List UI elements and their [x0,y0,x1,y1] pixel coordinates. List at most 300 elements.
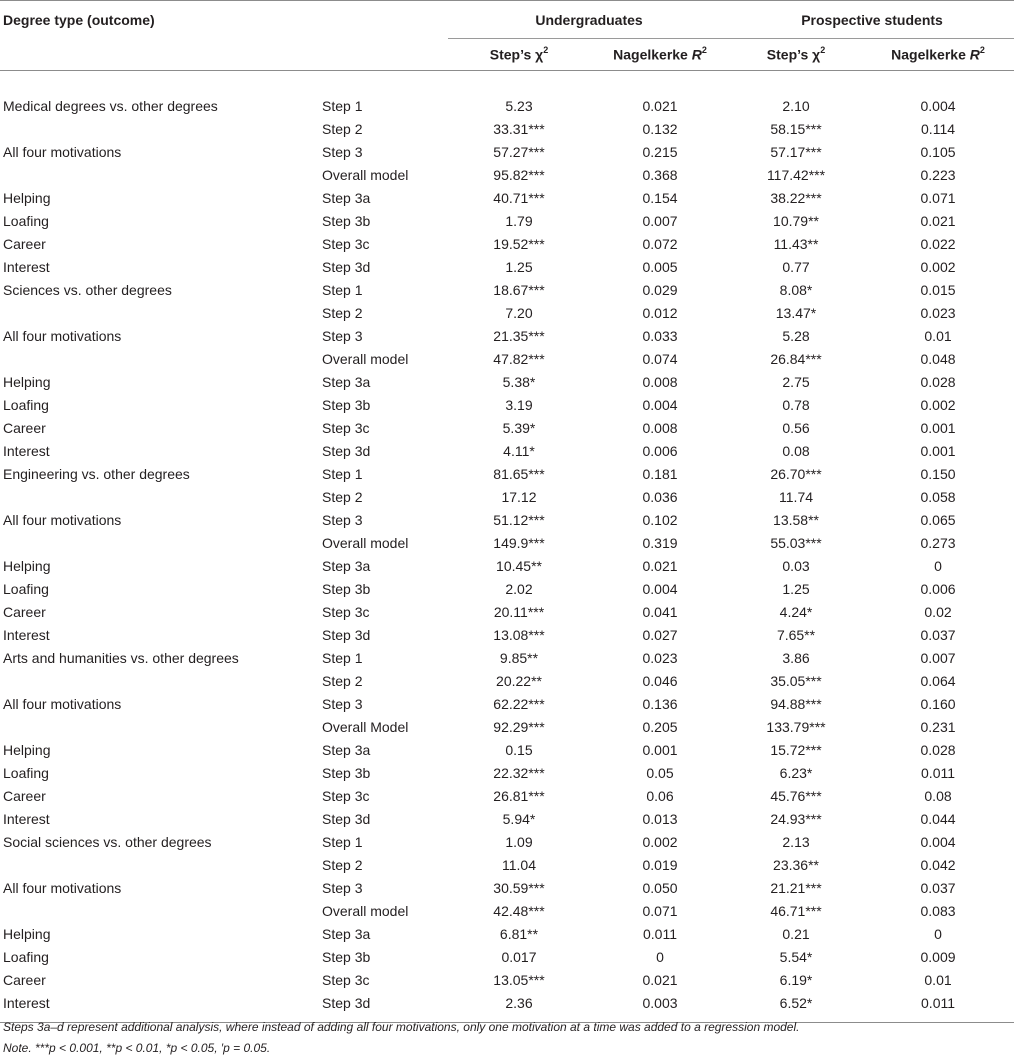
undergraduates-label: Undergraduates [535,11,643,28]
ug-chi-cell: 17.12 [501,488,537,505]
outcome-cell: All four motivations [3,327,122,344]
table-row [0,577,1014,600]
table-header [0,1,1014,71]
ug-r2-cell: 0.019 [642,856,678,873]
ug-chi-cell: 13.05*** [493,971,545,988]
outcome-cell: Sciences vs. other degrees [3,281,172,298]
step-cell: Overall model [322,534,409,551]
ps-chi-cell: 11.74 [779,488,814,505]
ug-chi-cell: 6.81** [499,925,539,942]
ps-chi-cell: 2.10 [782,97,810,114]
outcome-cell: Medical degrees vs. other degrees [3,97,218,114]
ps-r2-italic: R [969,46,980,63]
ps-r2-cell: 0.004 [920,833,956,850]
ps-chi-cell: 133.79*** [766,718,826,735]
ps-r2-cell: 0.160 [920,695,956,712]
header-row-groups [0,1,1014,39]
ps-chi-cell: 46.71*** [770,902,822,919]
table-row [0,715,1014,738]
ps-r2-cell: 0.064 [920,672,956,689]
step-cell: Step 3 [322,143,363,160]
step-cell: Step 1 [322,833,363,850]
outcome-cell: Interest [3,258,50,275]
step-cell: Step 3c [322,787,370,804]
ug-chi-cell: 7.20 [505,304,533,321]
step-cell: Step 2 [322,488,363,505]
ps-r2-cell: 0.08 [924,787,952,804]
table-row [0,761,1014,784]
ug-chi-cell: 30.59*** [493,879,545,896]
ug-chi-cell: 22.32*** [493,764,545,781]
ug-r2-italic: R [691,46,702,63]
ps-r2-cell: 0.048 [920,350,956,367]
ug-r2-cell: 0.027 [642,626,678,643]
ps-r2-cell: 0.002 [920,258,956,275]
ps-chi-cell: 2.75 [782,373,810,390]
step-cell: Step 3 [322,879,363,896]
header-group-undergraduates [448,1,730,39]
ug-r2-cell: 0.102 [642,511,678,528]
ps-r2-cell: 0.011 [921,764,956,781]
ug-r2-cell: 0.215 [642,143,678,160]
ug-chi-cell: 40.71*** [493,189,545,206]
ps-r2-cell: 0.083 [920,902,956,919]
ps-chi-cell: 21.21*** [770,879,822,896]
ug-chi-cell: 2.36 [505,994,533,1011]
outcome-cell: Loafing [3,396,49,413]
outcome-cell: Helping [3,557,51,574]
ps-chi-cell: 23.36** [773,856,819,873]
step-cell: Overall model [322,902,409,919]
outcome-cell [0,347,316,370]
header-ps-r2 [862,39,1014,71]
table-row [0,554,1014,577]
ug-chi-cell: 42.48*** [493,902,545,919]
table-top-spacer [0,71,1014,95]
ug-chi-cell: 3.19 [505,396,533,413]
ps-chi-cell: 6.23* [779,764,813,781]
header-ug-r2 [590,39,730,71]
ps-chi-cell: 13.58** [773,511,819,528]
outcome-cell: Loafing [3,212,49,229]
step-cell: Step 3d [322,994,371,1011]
ug-r2-text: Nagelkerke [613,46,692,63]
ug-chi-cell: 9.85** [499,649,539,666]
step-cell: Step 3c [322,235,370,252]
outcome-cell: Interest [3,994,50,1011]
outcome-cell: Arts and humanities vs. other degrees [3,649,239,666]
table-row [0,968,1014,991]
outcome-cell: Career [3,787,46,804]
header-blank-2 [316,39,448,71]
table-row [0,462,1014,485]
table-body [0,71,1014,1015]
step-cell: Step 3d [322,810,371,827]
ug-chi-cell: 13.08*** [493,626,545,643]
step-cell: Overall model [322,350,409,367]
ps-chi-cell: 26.70*** [770,465,822,482]
step-cell: Step 3 [322,695,363,712]
ps-chi-cell: 0.03 [782,557,810,574]
ps-r2-cell: 0.223 [920,166,956,183]
header-outcome-label: Degree type (outcome) [3,11,155,28]
outcome-cell [0,853,316,876]
ps-chi-cell: 0.21 [782,925,810,942]
outcome-cell [0,117,316,140]
ps-r2-cell: 0 [934,557,942,574]
table-row [0,393,1014,416]
ps-r2-cell: 0.001 [920,419,956,436]
step-cell: Step 3b [322,764,371,781]
ps-chi-cell: 57.17*** [770,143,822,160]
ug-chi-cell: 19.52*** [493,235,545,252]
ps-chi-cell: 55.03*** [770,534,822,551]
ug-r2-cell: 0.072 [642,235,678,252]
ug-r2-cell: 0.132 [642,120,678,137]
step-cell: Step 1 [322,97,363,114]
step-cell: Step 3a [322,189,371,206]
step-cell: Step 3d [322,258,371,275]
ps-r2-cell: 0.071 [920,189,956,206]
ug-r2-cell: 0.036 [642,488,678,505]
table-row [0,991,1014,1014]
step-cell: Step 3a [322,925,371,942]
outcome-cell: Helping [3,741,51,758]
ug-r2-cell: 0.002 [642,833,678,850]
prospective-label: Prospective students [801,11,943,28]
table-row [0,117,1014,140]
ps-r2-cell: 0.037 [920,879,956,896]
ps-r2-cell: 0.037 [920,626,956,643]
table-row [0,784,1014,807]
step-cell: Step 3b [322,212,371,229]
ps-r2-cell: 0.015 [920,281,956,298]
outcome-cell: Helping [3,189,51,206]
ps-chi-cell: 3.86 [782,649,810,666]
step-cell: Step 2 [322,672,363,689]
ps-chi-cell: 0.56 [782,419,810,436]
table-row [0,531,1014,554]
outcome-cell: Loafing [3,764,49,781]
ps-r2-cell: 0.023 [920,304,956,321]
ps-chi-cell: 4.24* [779,603,813,620]
ps-r2-cell: 0.105 [920,143,956,160]
outcome-cell [0,899,316,922]
ug-r2-cell: 0.368 [642,166,678,183]
outcome-cell: Engineering vs. other degrees [3,465,190,482]
ug-chi-cell: 81.65*** [493,465,545,482]
ug-r2-cell: 0.033 [642,327,678,344]
ps-r2-cell: 0.044 [920,810,956,827]
step-cell: Step 3d [322,626,371,643]
table-row [0,232,1014,255]
ps-chi-cell: 94.88*** [770,695,822,712]
table-row [0,876,1014,899]
ug-r2-cell: 0.003 [642,994,678,1011]
ps-chi-cell: 10.79** [773,212,819,229]
ps-r2-cell: 0.065 [920,511,956,528]
outcome-cell: Loafing [3,948,49,965]
ug-chi-cell: 20.22** [496,672,542,689]
outcome-cell: All four motivations [3,879,122,896]
table-row [0,209,1014,232]
table-row [0,370,1014,393]
ps-r2-cell: 0.009 [920,948,956,965]
ps-r2-cell: 0.021 [920,212,956,229]
ps-r2-text: Nagelkerke [891,46,970,63]
ps-chi-cell: 117.42*** [766,166,826,183]
ps-r2-cell: 0.002 [920,396,956,413]
ug-r2-cell: 0.074 [642,350,678,367]
ps-chi-cell: 0.08 [782,442,810,459]
ug-r2-cell: 0.041 [642,603,678,620]
step-cell: Step 3b [322,580,371,597]
ps-chi-sup: 2 [820,45,826,56]
ug-r2-cell: 0.005 [642,258,678,275]
ps-r2-cell: 0.058 [920,488,956,505]
step-cell: Step 3 [322,511,363,528]
header-ug-chi [448,39,590,71]
outcome-cell: Career [3,419,46,436]
ug-r2-cell: 0.319 [642,534,678,551]
ug-r2-cell: 0.05 [646,764,674,781]
ug-r2-cell: 0.136 [642,695,678,712]
ug-chi-cell: 95.82*** [493,166,545,183]
ps-chi-cell: 11.43** [773,235,819,252]
outcome-cell: Helping [3,925,51,942]
step-cell: Step 3a [322,557,371,574]
table-row [0,623,1014,646]
step-cell: Step 3a [322,741,371,758]
ug-r2-cell: 0.029 [642,281,678,298]
step-cell: Step 1 [322,649,363,666]
ug-chi-cell: 26.81*** [493,787,545,804]
table-row [0,853,1014,876]
ps-r2-cell: 0.001 [920,442,956,459]
table-row [0,324,1014,347]
ps-r2-cell: 0 [934,925,942,942]
ug-r2-cell: 0.012 [642,304,678,321]
ps-r2-cell: 0.273 [920,534,956,551]
ug-chi-cell: 11.04 [502,856,536,873]
ug-r2-cell: 0.013 [642,810,678,827]
ug-chi-cell: 47.82*** [493,350,545,367]
table-row [0,807,1014,830]
ug-r2-cell: 0.050 [642,879,678,896]
outcome-cell: All four motivations [3,143,122,160]
ps-chi-cell: 38.22*** [770,189,822,206]
header-row-columns [0,39,1014,71]
table-row [0,600,1014,623]
ug-r2-cell: 0.154 [642,189,678,206]
ug-chi-cell: 1.79 [505,212,533,229]
table-row [0,508,1014,531]
header-ps-chi [730,39,862,71]
step-cell: Step 3c [322,419,370,436]
header-group-prospective [730,1,1014,39]
ug-chi-cell: 57.27*** [493,143,545,160]
ps-r2-cell: 0.01 [924,971,952,988]
step-cell: Step 3 [322,327,363,344]
ug-r2-cell: 0.181 [642,465,678,482]
ps-chi-cell: 26.84*** [770,350,822,367]
outcome-cell [0,163,316,186]
step-cell: Step 3b [322,396,371,413]
ps-chi-cell: 5.54* [779,948,813,965]
ps-r2-cell: 0.02 [924,603,952,620]
ps-chi-cell: 13.47* [775,304,817,321]
outcome-cell [0,485,316,508]
table-row [0,830,1014,853]
ug-r2-cell: 0.008 [642,419,678,436]
outcome-cell: Social sciences vs. other degrees [3,833,212,850]
outcome-cell [0,301,316,324]
step-cell: Step 3c [322,971,370,988]
ps-chi-cell: 6.19* [779,971,813,988]
outcome-cell: Interest [3,626,50,643]
ug-chi-cell: 51.12*** [493,511,545,528]
step-cell: Step 3c [322,603,370,620]
ug-r2-cell: 0.071 [642,902,678,919]
ug-chi-cell: 20.11*** [493,603,545,620]
ps-r2-cell: 0.022 [920,235,956,252]
ug-chi-cell: 1.09 [505,833,533,850]
table-row [0,899,1014,922]
ug-r2-cell: 0.004 [642,396,678,413]
ps-chi-cell: 35.05*** [770,672,822,689]
ps-chi-cell: 5.28 [782,327,810,344]
step-cell: Step 1 [322,465,363,482]
ps-chi-cell: 45.76*** [770,787,822,804]
table-row [0,163,1014,186]
ug-r2-cell: 0.021 [642,97,678,114]
ps-r2-cell: 0.004 [920,97,956,114]
ps-r2-cell: 0.007 [920,649,956,666]
outcome-cell [0,669,316,692]
ug-r2-cell: 0.205 [642,718,678,735]
ug-chi-cell: 33.31*** [493,120,545,137]
table-row [0,922,1014,945]
ug-chi-cell: 5.23 [505,97,533,114]
ps-chi-cell: 7.65** [776,626,816,643]
outcome-cell: All four motivations [3,695,122,712]
ps-r2-cell: 0.01 [924,327,952,344]
table-row [0,278,1014,301]
table-row [0,94,1014,117]
table-row [0,439,1014,462]
step-cell: Step 2 [322,304,363,321]
ug-r2-cell: 0 [656,948,664,965]
ug-chi-sup: 2 [543,45,549,56]
outcome-cell: Loafing [3,580,49,597]
ug-r2-cell: 0.021 [642,971,678,988]
ug-chi-cell: 62.22*** [493,695,545,712]
ps-r2-cell: 0.114 [921,120,956,137]
ug-r2-sup: 2 [701,45,707,56]
table-row [0,347,1014,370]
ps-chi-text: Step’s χ [766,46,821,63]
ps-r2-cell: 0.231 [920,718,956,735]
ug-r2-cell: 0.021 [642,557,678,574]
ps-chi-cell: 1.25 [782,580,810,597]
header-blank-1 [0,39,316,71]
outcome-cell: Interest [3,810,50,827]
ug-chi-cell: 92.29*** [493,718,545,735]
significance-note: Note. ***p < 0.001, **p < 0.01, *p < 0.05, ′p = 0.05. [3,1041,271,1055]
ps-r2-cell: 0.042 [920,856,956,873]
ug-chi-cell: 4.11* [503,442,535,459]
ug-r2-cell: 0.008 [642,373,678,390]
table-row [0,186,1014,209]
step-cell: Overall Model [322,718,409,735]
outcome-cell: Interest [3,442,50,459]
ug-chi-cell: 5.94* [502,810,536,827]
ps-chi-cell: 2.13 [782,833,810,850]
ug-chi-cell: 10.45** [496,557,542,574]
outcome-cell: Career [3,603,46,620]
step-cell: Step 2 [322,120,363,137]
table-row [0,669,1014,692]
table-row [0,416,1014,439]
ps-r2-cell: 0.006 [920,580,956,597]
table-row [0,646,1014,669]
steps-note: Steps 3a–d represent additional analysis, where instead of adding all four motivations, only one motivation at a time was added to a regression model. [3,1020,800,1034]
header-step-blank [316,1,448,39]
ps-chi-cell: 8.08* [779,281,813,298]
ug-chi-text: Step’s χ [489,46,544,63]
table-row [0,485,1014,508]
ug-chi-cell: 5.39* [502,419,536,436]
ps-chi-cell: 0.77 [782,258,810,275]
ug-chi-cell: 5.38* [502,373,536,390]
step-cell: Step 3d [322,442,371,459]
ps-r2-cell: 0.150 [920,465,956,482]
ps-chi-cell: 6.52* [779,994,813,1011]
ug-r2-cell: 0.046 [642,672,678,689]
ug-r2-cell: 0.001 [642,741,678,758]
ug-r2-cell: 0.06 [646,787,674,804]
ug-chi-cell: 1.25 [505,258,533,275]
ps-chi-cell: 15.72*** [770,741,822,758]
ug-r2-cell: 0.004 [642,580,678,597]
ug-chi-cell: 21.35*** [493,327,545,344]
table-row [0,738,1014,761]
outcome-cell: All four motivations [3,511,122,528]
step-cell: Step 3b [322,948,371,965]
ug-chi-cell: 18.67*** [493,281,545,298]
outcome-cell: Career [3,971,46,988]
ug-chi-cell: 0.15 [505,741,533,758]
step-cell: Step 1 [322,281,363,298]
table-row [0,255,1014,278]
outcome-cell [0,531,316,554]
ps-r2-cell: 0.028 [920,373,956,390]
table-notes [3,1017,799,1059]
ug-chi-cell: 2.02 [505,580,533,597]
ug-r2-cell: 0.023 [642,649,678,666]
ug-chi-cell: 0.017 [501,948,537,965]
ug-r2-cell: 0.011 [643,925,677,942]
ug-r2-cell: 0.006 [642,442,678,459]
step-cell: Step 2 [322,856,363,873]
ps-r2-cell: 0.028 [920,741,956,758]
ps-r2-cell: 0.011 [921,994,956,1011]
table-row [0,301,1014,324]
outcome-cell [0,715,316,738]
table-row [0,945,1014,968]
ps-chi-cell: 58.15*** [770,120,822,137]
ug-chi-cell: 149.9*** [493,534,545,551]
